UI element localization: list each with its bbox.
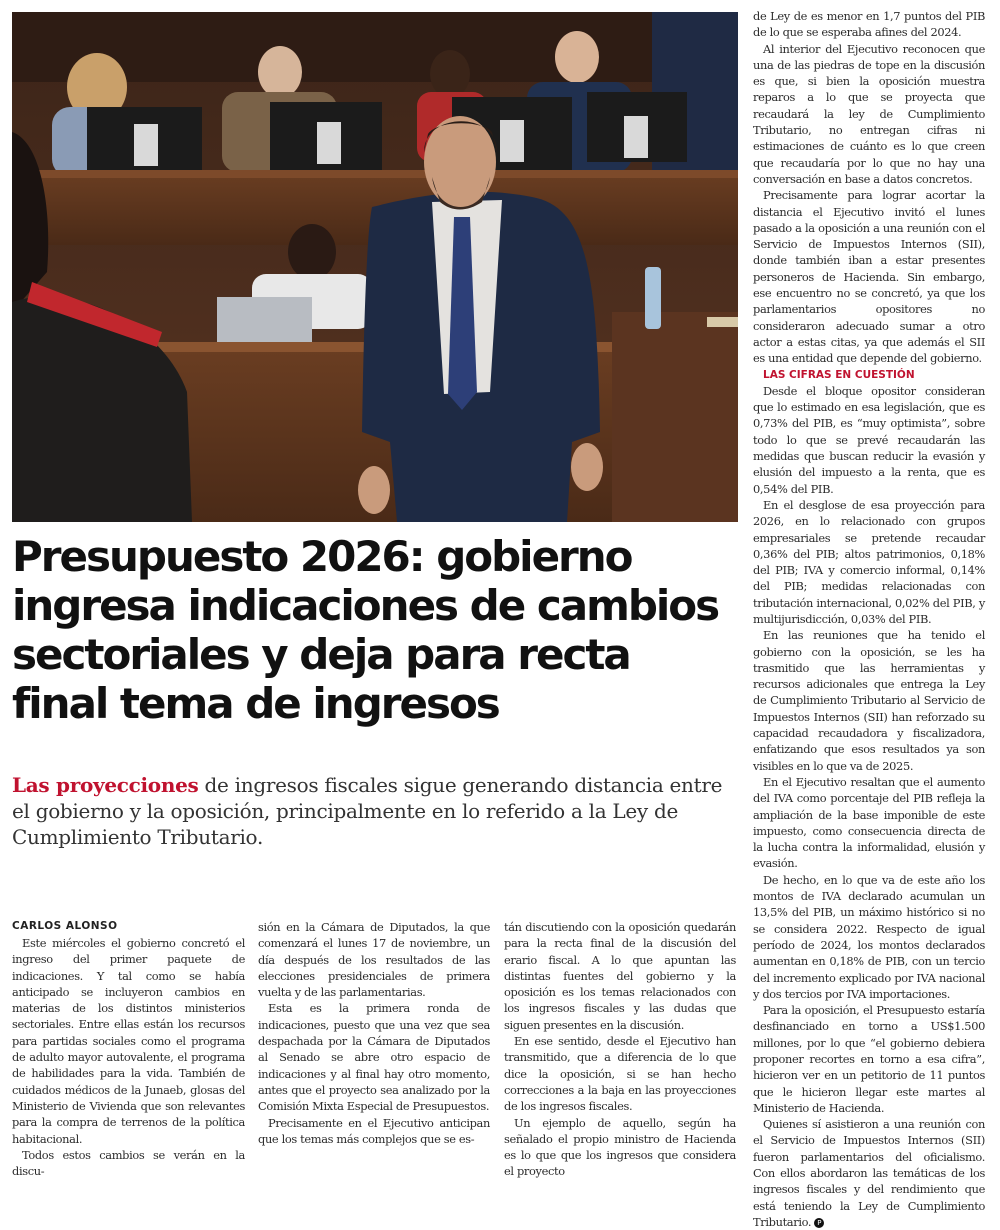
- paragraph: Precisamente en el Ejecutivo anticipan que los temas más complejos que se es-: [258, 1115, 490, 1146]
- paragraph: En ese sentido, desde el Ejecutivo han transmitido, que a diferencia de lo que dice la oposición, si se han hecho correcciones a la baja en las proyecciones de los ingresos fiscales.: [504, 1034, 736, 1114]
- lede: [12, 772, 732, 850]
- lede-text: de ingresos fiscales sigue generando distancia entre el gobierno y la oposición, principalmente en lo referido a la Ley de Cumplimiento Tributario.: [12, 773, 723, 849]
- body-column-1: [12, 935, 245, 1179]
- end-mark-icon: P: [814, 1218, 824, 1228]
- headline: Presupuesto 2026: gobierno ingresa indicaciones de cambios sectoriales y deja para recta final tema de ingresos: [12, 532, 719, 728]
- paragraph: Para la oposición, el Presupuesto estaría desfinanciado en torno a US$1.500 millones, por lo que “el gobierno debiera proponer recortes en torno a esa cifra”, hicieron ver en un petitorio de 11 puntos que le hicieron llegar este martes al Ministerio de Hacienda.: [753, 1003, 985, 1115]
- lede-kicker: Las proyecciones: [12, 773, 199, 797]
- paragraph: tán discutiendo con la oposición quedarán para la recta final de la discusión del erario fiscal. A lo que apuntan las distintas fuentes del gobierno y la oposición es los temas relacionados con los ingresos fiscales y las dudas que siguen presentes en la discusión.: [504, 920, 736, 1032]
- article-photo: [12, 12, 738, 522]
- paragraph: Precisamente para lograr acortar la distancia el Ejecutivo invitó el lunes pasado a la oposición a una reunión con el Servicio de Impuestos Internos (SII), donde también iban a estar presentes personeros de Hacienda. Sin embargo, ese encuentro no se concretó, ya que los parlamentarios opositores no consideraron adecuado sumar a otro actor a estas citas, ya que además el SII es una entidad que depende del gobierno.: [753, 188, 985, 366]
- section-subhead: LAS CIFRAS EN CUESTIÓN: [763, 368, 915, 381]
- paragraph: Un ejemplo de aquello, según ha señalado el propio ministro de Hacienda es lo que que los ingresos que considera el proyecto: [504, 1115, 736, 1179]
- body-column-4: [753, 8, 985, 1230]
- paragraph-text: Quienes sí asistieron a una reunión con el Servicio de Impuestos Internos (SII) fueron parlamentarios del oficialismo. Con ellos abordaron las temáticas de los ingresos fiscales y del rendimiento que está teniendo la Ley de Cumplimiento Tributario.: [753, 1117, 985, 1229]
- paragraph-last: [753, 1116, 985, 1230]
- paragraph: Esta es la primera ronda de indicaciones, puesto que una vez que sea despachada por la Cámara de Diputados al Senado se abre otro espacio de indicaciones y al final hay otro momento, antes que el proyecto sea analizado por la Comisión Mixta Especial de Presupuestos.: [258, 1001, 490, 1114]
- parliament-photo-icon: [12, 12, 738, 522]
- paragraph: Este miércoles el gobierno concretó el ingreso del primer paquete de indicaciones. Y tal como se había anticipado se incluyeron cambios en materias de los distintos ministerios sectoriales. Entre ellas están los recursos para partidas sociales como el programa de adulto mayor autovalente, el programa de habilidades para la vida. También de cuidados médicos de la Junaeb, glosas del Ministerio de Vivienda que son relevantes para la compra de terrenos de la política habitacional.: [12, 936, 245, 1146]
- paragraph: de Ley de es menor en 1,7 puntos del PIB de lo que se esperaba afines del 2024.: [753, 9, 985, 40]
- paragraph: Al interior del Ejecutivo reconocen que una de las piedras de tope en la discusión es que, si bien la oposición muestra reparos a lo que se proyecta que recaudará la ley de Cumplimiento Tributario, no entregan cifras ni estimaciones de cuánto es lo que creen que recaudaría por lo que no hay una conversación en base a datos concretos.: [753, 41, 985, 186]
- paragraph: Todos estos cambios se verán en la discu-: [12, 1147, 245, 1179]
- body-column-2: [258, 919, 490, 1147]
- paragraph: sión en la Cámara de Diputados, la que comenzará el lunes 17 de noviembre, un día después de los resultados de las elecciones presidenciales de primera vuelta y de las parlamentarias.: [258, 920, 490, 1000]
- paragraph: En el Ejecutivo resaltan que el aumento del IVA como porcentaje del PIB refleja la ampliación de la base imponible de este impuesto, como consecuencia directa de la lucha contra la informalidad, elusión y evasión.: [753, 774, 985, 871]
- byline: CARLOS ALONSO: [12, 920, 118, 932]
- paragraph: Desde el bloque opositor consideran que lo estimado en esa legislación, que es 0,73% del PIB, es “muy optimista”, sobre todo lo que se prevé recaudarán las medidas que buscan reducir la evasión y elusión del impuesto a la renta, que es 0,54% del PIB.: [753, 383, 985, 496]
- body-column-3: [504, 919, 736, 1180]
- paragraph: En el desglose de esa proyección para 2026, en lo relacionado con grupos empresariales se pretende recaudar 0,36% del PIB; altos patrimonios, 0,18% del PIB; IVA y comercio informal, 0,14% del PIB; medidas relacionadas con tributación internacional, 0,02% del PIB, y multijurisdicción, 0,03% del PIB.: [753, 497, 985, 626]
- paragraph: En las reuniones que ha tenido el gobierno con la oposición, se les ha trasmitido que las herramientas y recursos adicionales que entrega la Ley de Cumplimiento Tributario al Servicio de Impuestos Internos (SII) han reforzado su capacidad recaudadora y fiscalizadora, enfatizando que esos resultados ya son visibles en lo que va de 2025.: [753, 628, 985, 773]
- paragraph: De hecho, en lo que va de este año los montos de IVA declarado acumulan un 13,5% del PIB, un máximo histórico si no se considera 2022. Respecto de igual período de 2024, los montos declarados aumentan en 0,18% de PIB, con un tercio del incremento explicado por IVA nacional y dos tercios por IVA importaciones.: [753, 872, 985, 1001]
